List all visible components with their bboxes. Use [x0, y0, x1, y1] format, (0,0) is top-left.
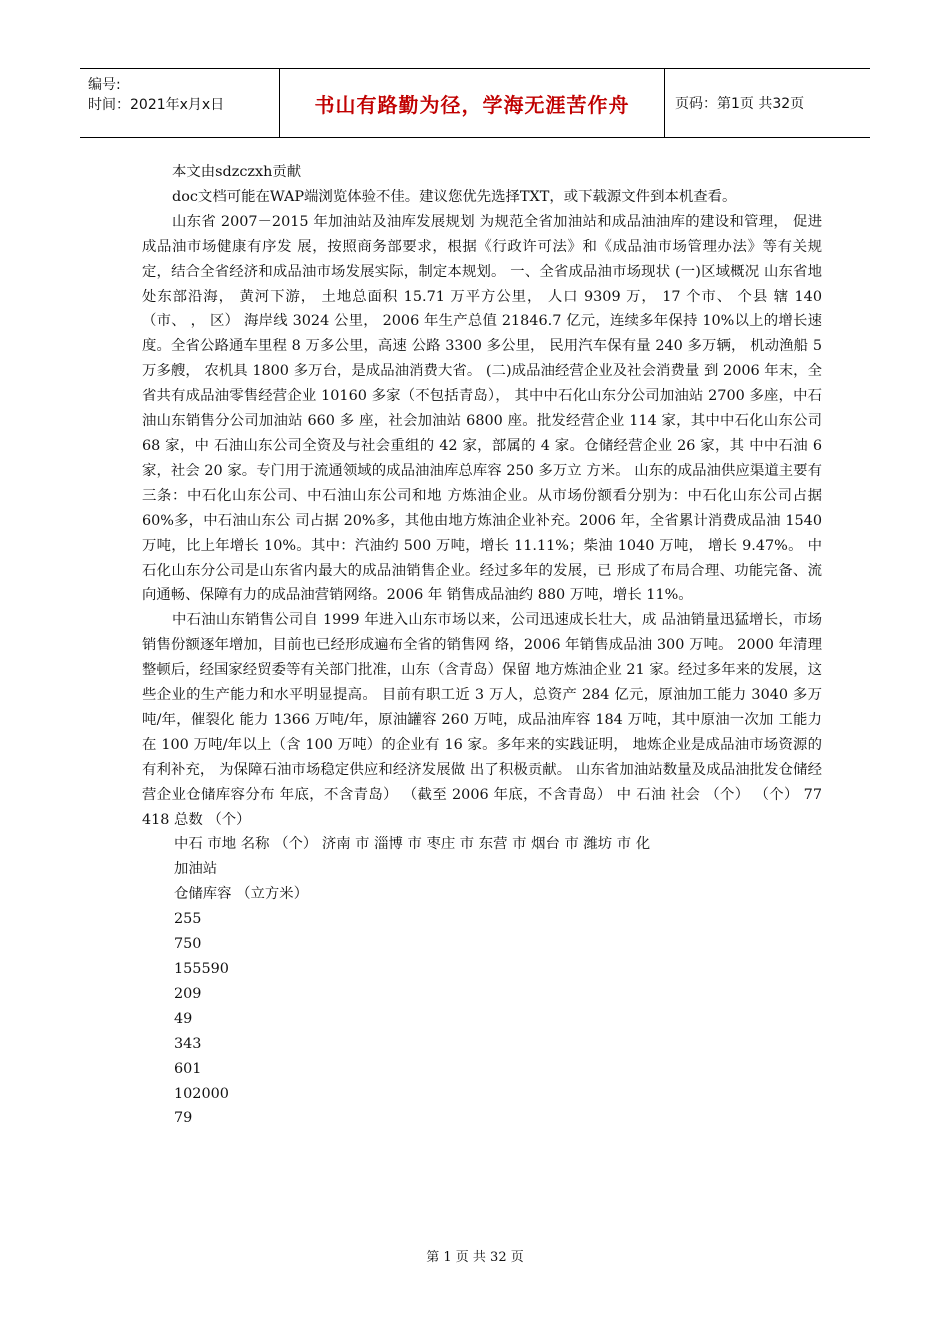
document-date: 时间：2021年x月x日 — [88, 97, 225, 113]
page-footer — [0, 1246, 950, 1265]
table-value: 102000 — [174, 1085, 229, 1102]
table-value: 79 — [174, 1110, 193, 1127]
table-value: 601 — [174, 1060, 202, 1077]
document-number-label: 编号: — [88, 77, 121, 93]
page-header — [80, 68, 870, 138]
header-page-number: 页码：第1页 共32页 — [675, 96, 805, 112]
table-value: 343 — [174, 1035, 202, 1052]
header-motto: 书山有路勤为径，学海无涯苦作舟 — [280, 69, 665, 137]
table-value: 750 — [174, 936, 202, 953]
format-notice: doc文档可能在WAP端浏览体验不佳。建议您优先选择TXT，或下载源文件到本机查看。 — [172, 188, 737, 205]
table-header-line: 中石 市地 名称 （个） 济南 市 淄博 市 枣庄 市 东营 市 烟台 市 潍坊 市 化 — [174, 836, 651, 853]
body-paragraph-1: 山东省 2007－2015 年加油站及油库发展规划 为规范全省加油站和成品油油库的建设和管理， 促进成品油市场健康有序发 展，按照商务部要求，根据《行政许可法》和《成品油市场管理办法》等有关规 定，结合全省经济和成品油市场发展实际，制定本规划。 一、全省成品油市场现状 (一)区域概况 山东省地处东部沿海， 黄河下游， 土地总面积 15.71 万平方公里， 人口 9309 万， 17 个市、 个县 辖 140 （市、 ， 区） 海岸线 3024 公里， 2006 年生产总值 21846.7 亿元，连续多年保持 10%以上的增长速度。全省公路通车里程 8 万多公里，高速 公路 3300 多公里， 民用汽车保有量 240 多万辆， 机动渔船 5 万多艘， 农机具 1800 多万台，是成品油消费大省。 (二)成品油经营企业及社会消费量 到 2006 年末，全省共有成品油零售经营企业 10160 多家（不包括青岛）， 其中中石化山东分公司加油站 2700 多座，中石油山东销售分公司加油站 660 多 座，社会加油站 6800 座。批发经营企业 114 家，其中中石化山东公司 68 家，中 石油山东公司全资及与社会重组的 42 家，部属的 4 家。仓储经营企业 26 家，其 中中石油 6 家，社会 20 家。专门用于流通领域的成品油油库总库容 250 多万立 方米。 山东的成品油供应渠道主要有三条：中石化山东公司、中石油山东公司和地 方炼油企业。从市场份额看分别为：中石化山东公司占据 60%多，中石油山东公 司占据 20%多，其他由地方炼油企业补充。2006 年，全省累计消费成品油 1540 万吨，比上年增长 10%。其中：汽油约 500 万吨，增长 11.11%；柴油 1040 万吨， 增长 9.47%。 中石化山东分公司是山东省内最大的成品油销售企业。经过多年的发展，已 形成了布局合理、功能完备、流向通畅、保障有力的成品油营销网络。2006 年 销售成品油约 880 万吨，增长 11%。 — [142, 213, 822, 604]
gas-station-label: 加油站 — [174, 861, 218, 878]
table-value: 49 — [174, 1010, 193, 1027]
header-meta — [80, 69, 280, 137]
table-value: 255 — [174, 911, 202, 928]
storage-capacity-label: 仓储库容 （立方米） — [174, 886, 309, 903]
body-paragraph-2: 中石油山东销售公司自 1999 年进入山东市场以来，公司迅速成长壮大，成 品油销量迅猛增长，市场销售份额逐年增加，目前也已经形成遍布全省的销售网 络，2006 年销售成品油 300 万吨。 2000 年清理整顿后，经国家经贸委等有关部门批准，山东（含青岛）保留 地方炼油企业 21 家。经过多年来的发展，这些企业的生产能力和水平明显提高。 目前有职工近 3 万人，总资产 284 亿元，原油加工能力 3040 多万吨/年，催裂化 能力 1366 万吨/年，原油罐容 260 万吨，成品油库容 184 万吨，其中原油一次加 工能力在 100 万吨/年以上（含 100 万吨）的企业有 16 家。多年来的实践证明， 地炼企业是成品油市场资源的有利补充， 为保障石油市场稳定供应和经济发展做 出了积极贡献。 山东省加油站数量及成品油批发仓储经营企业仓储库容分布 年底，不含青岛） （截至 2006 年底，不含青岛） 中 石油 社会 （个） （个） 77 418 总数 （个） — [142, 612, 822, 828]
footer-page-number: 第 1 页 共 32 页 — [426, 1250, 524, 1265]
table-value: 155590 — [174, 961, 229, 977]
contributor-line: 本文由sdzczxh贡献 — [172, 164, 302, 180]
document-body — [142, 160, 822, 1131]
table-value: 209 — [174, 985, 202, 1002]
